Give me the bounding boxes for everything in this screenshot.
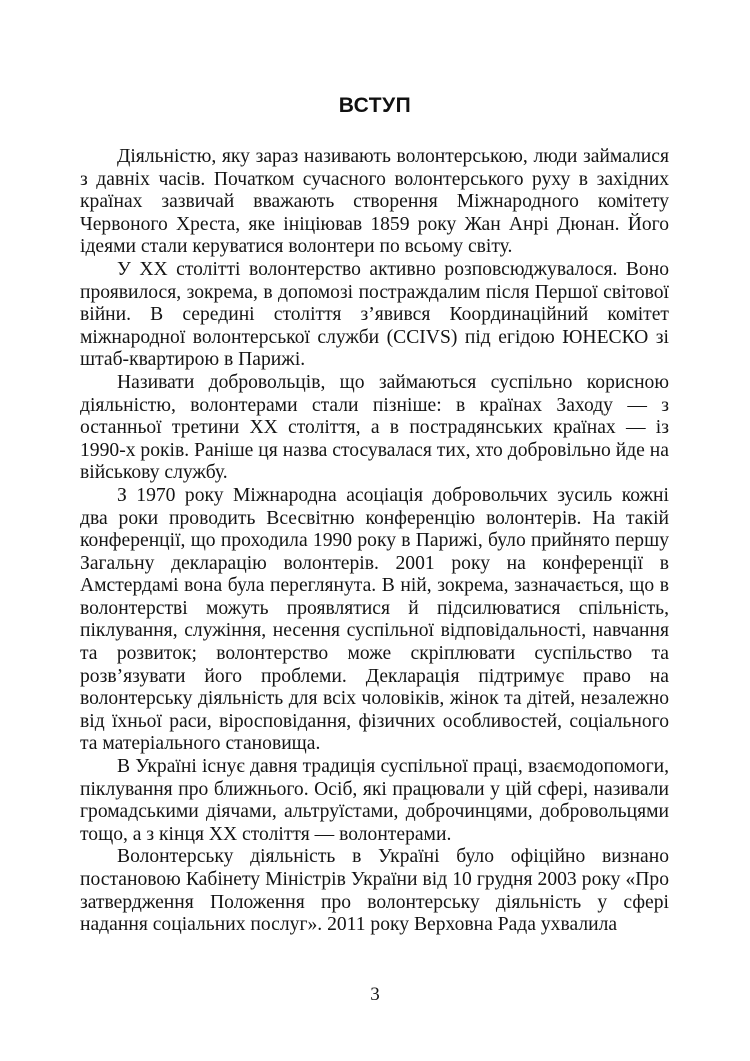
paragraph: З 1970 року Міжнародна асоціація добровольчих зусиль кожні два роки проводить Всесвітню конференцію волонтерів. На такій конференції, що проходила 1990 року в Парижі, було прийнято першу Загальну декларацію волонтерів. 2001 року на конференції в Амстердамі вона була переглянута. В ній, зокрема, зазначається, що в волонтерстві можуть проявлятися й підсилюватися спільність, піклування, служіння, несення суспільної відповідальності, навчання та розвиток; волонтерство може скріплювати суспільство та розв’язувати його проблеми. Декларація підтримує право на волонтерську діяльність для всіх чоловіків, жінок та дітей, незалежно від їхньої раси, віросповідання, фізичних особливостей, соціального та матеріального становища. <box>80 484 669 755</box>
paragraph: У XX столітті волонтерство активно розповсюджувалося. Воно проявилося, зокрема, в допомозі постраждалим після Першої світової війни. В середині століття з’явився Координаційний комітет міжнародної волонтерської служби (CCIVS) під егідою ЮНЕСКО зі штаб-квартирою в Парижі. <box>80 258 669 371</box>
paragraph: Волонтерську діяльність в Україні було офіційно визнано постановою Кабінету Міністрів України від 10 грудня 2003 року «Про затвердження Положення про волонтерську діяльність у сфері надання соціальних послуг». 2011 року Верховна Рада ухвалила <box>80 846 669 936</box>
page-number: 3 <box>370 984 380 1005</box>
paragraph: Діяльністю, яку зараз називають волонтерською, люди займалися з давніх часів. Початком сучасного волонтерського руху в західних країнах зазвичай вважають створення Міжнародного комітету Червоного Хреста, яке ініціював 1859 року Жан Анрі Дюнан. Його ідеями стали керуватися волонтери по всьому світу. <box>80 146 669 258</box>
paragraph: Називати добровольців, що займаються суспільно корисною діяльністю, волонтерами стали пізніше: в країнах Заходу — з останньої третини XX століття, а в пострадянських країнах — із 1990-х років. Раніше ця назва стосувалася тих, хто добровільно йде на військову службу. <box>80 371 669 484</box>
body-text <box>80 146 669 937</box>
paragraph: В Україні існує давня традиція суспільної праці, взаємодопомоги, піклування про ближнього. Осіб, які працювали у цій сфері, називали громадськими діячами, альтруїстами, доброчинцями, добровольцями тощо, а з кінця XX століття — волонтерами. <box>80 756 669 845</box>
page-title: ВСТУП <box>338 94 412 117</box>
